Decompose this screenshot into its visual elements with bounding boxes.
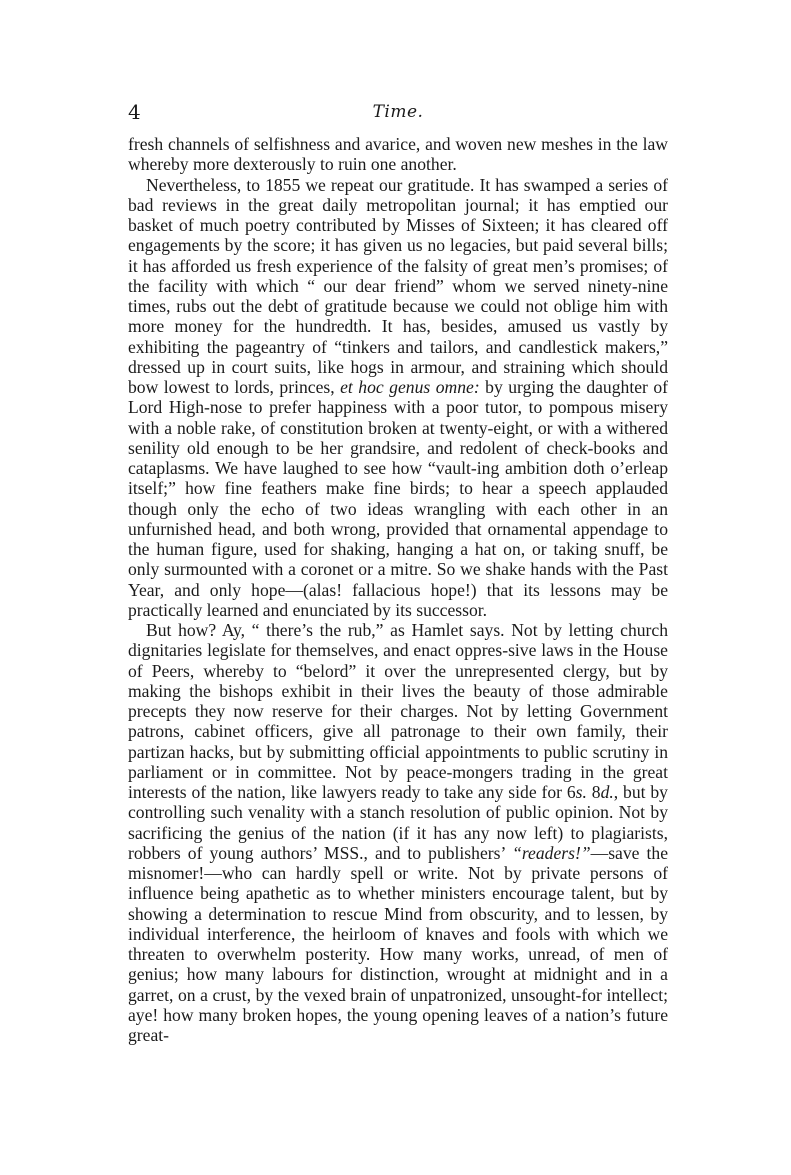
paragraph-continued [128,134,668,175]
text-segment: fresh channels of selfishness and avarice, and woven new meshes in the law whereby more dexterously to ruin one another. [128,134,668,175]
page-header [128,100,668,130]
text-segment: Nevertheless, to 1855 we repeat our gratitude. It has swamped a series of bad reviews in the great daily metropolitan journal; it has emptied our basket of much poetry contributed by Misses of Sixteen; it has cleared off engagements by the score; it has given us no legacies, but paid several bills; it has afforded us fresh experience of the falsity of great men’s promises; of the facility with which “ our dear friend” whom we served ninety-nine times, rubs out the debt of gratitude because we could not oblige him with more money for the hundredth. It has, besides, amused us vastly by exhibiting the pageantry of “tinkers and tailors, and candlestick makers,” dressed up in court suits, like hogs in armour, and straining which should bow lowest to lords, princes, [128,174,668,397]
text-segment: by urging the daughter of Lord High-nose to prefer happiness with a poor tutor, to pompous misery with a noble rake, of constitution broken at twenty-eight, or with a withered senility old enough to be her grandsire, and redolent of check-books and cataplasms. We have laughed to see how “vault-ing ambition doth o’erleap itself;” how fine feathers make fine birds; to hear a speech applauded though only the echo of two ideas wrangling with each other in an unfurnished head, and both wrong, provided that ornamental appendage to the human figure, used for shaking, hanging a hat on, or taking snuff, be only surmounted with a coronet or a mitre. So we shake hands with the Past Year, and only hope—(alas! fallacious hope!) that its lessons may be practically learned and enunciated by its successor. [128,377,669,620]
body-text [128,134,668,1045]
text-segment: —save the misnomer!—who can hardly spell or write. Not by private persons of influence being apathetic as to whether ministers encourage talent, but by showing a determination to rescue Mind from obscurity, and to lessen, by individual interference, the heirloom of knaves and fools with which we threaten to overwhelm posterity. How many works, unread, of men of genius; how many labours for distinction, wrought at midnight and in a garret, on a crust, by the vexed brain of unpatronized, unsought-for intellect; aye! how many broken hopes, the young opening leaves of a nation’s future great- [128,842,669,1045]
text-segment: 8 [586,782,601,802]
text-segment-italic: et hoc genus omne: [340,377,480,397]
text-segment-italic: d. [600,782,614,802]
text-segment-italic: “readers!” [512,842,591,863]
paragraph-but-how [128,620,668,1045]
text-segment: But how? Ay, “ there’s the rub,” as Hamlet says. Not by letting church dignitaries legislate for themselves, and enact oppres-sive laws in the House of Peers, whereby to “belord” it over the unrepresented clergy, but by making the bishops exhibit in their lives the beauty of those admirable precepts they now reserve for their charges. Not by letting Government patrons, cabinet officers, give all patronage to their own family, their partizan hacks, but by submitting official appointments to public scrutiny in parliament or in committee. Not by peace-mongers trading in the great interests of the nation, like lawyers ready to take any side for 6 [128,620,668,802]
text-segment: , but by controlling such venality with a stanch resolution of public opinion. Not by sacrificing the genius of the nation (if it has any now left) to plagiarists, robbers of young authors’ MSS., and to publishers’ [128,782,668,863]
text-segment-italic: s. [575,782,587,802]
paragraph-gratitude [128,175,668,621]
page-number: 4 [128,100,141,124]
running-title: Time. [372,102,424,122]
